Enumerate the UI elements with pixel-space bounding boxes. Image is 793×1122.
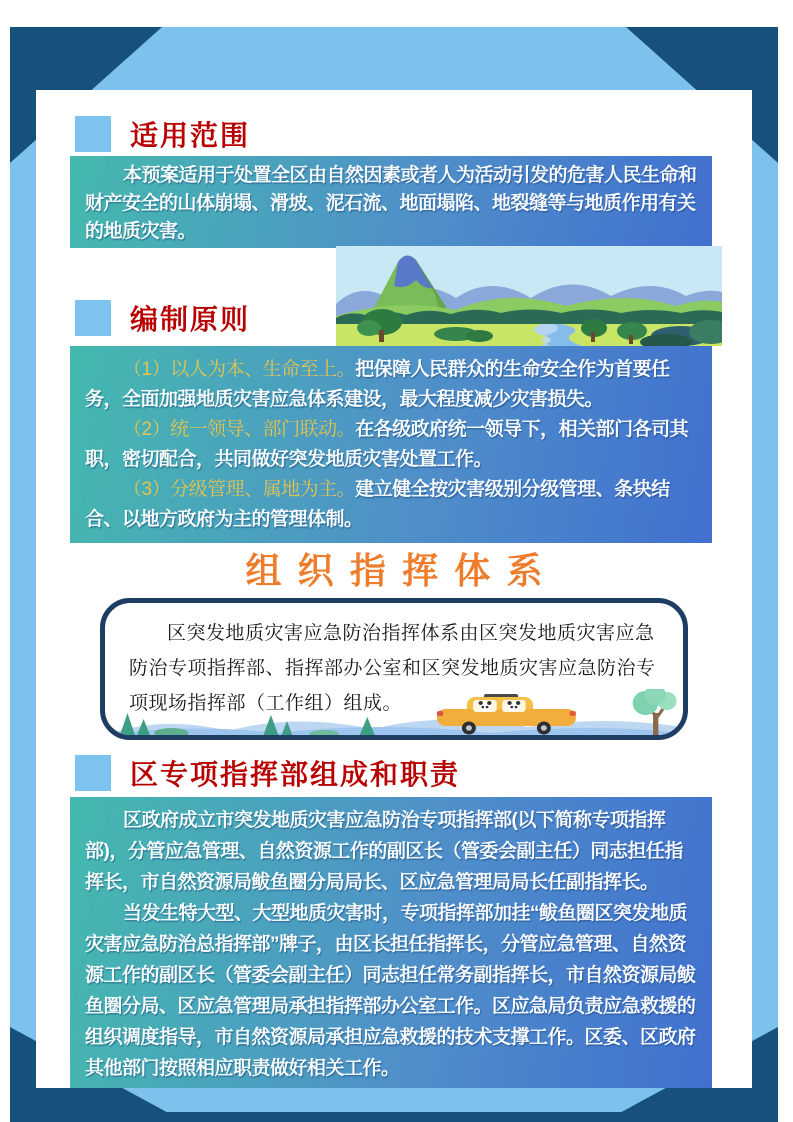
section-header-command: [75, 753, 460, 793]
landscape-illustration: [336, 246, 722, 346]
principles-text-block: [70, 346, 712, 543]
section-title-scope: 适用范围: [130, 120, 251, 151]
section-header-scope: [75, 114, 250, 154]
principle-text-3: 建立健全按灾害级别分级管理、条块结合、以地方政府为主的管理体制。: [85, 479, 670, 530]
bullet-square-icon: [75, 300, 111, 336]
org-system-box: [100, 598, 688, 740]
principle-item-3: [85, 475, 697, 535]
section-header-principles: [75, 298, 250, 338]
command-paragraph-1: 区政府成立市突发地质灾害应急防治专项指挥部(以下简称专项指挥部)，分管应急管理、自然资源工作的副区长（管委会副主任）同志担任指挥长，市自然资源局鲅鱼圈分局局长、区应急管理局局长任副指挥长。: [85, 810, 683, 893]
org-system-title: 组织指挥体系: [245, 550, 559, 591]
content-panel: [36, 90, 752, 1088]
command-paragraph-2: 当发生特大型、大型地质灾害时，专项指挥部加挂“鲅鱼圈区突发地质灾害应急防治总指挥部”牌子，由区长担任指挥长，分管应急管理、自然资源工作的副区长（管委会副主任）同志担任常务副指挥长，市自然资源局鲅鱼圈分局、区应急管理局承担指挥部办公室工作。区应急局负责应急救援的组织调度指导，市自然资源局承担应急救援的技术支撑工作。区委、区政府其他部门按照相应职责做好相关工作。: [85, 903, 696, 1079]
principle-label-2: （2）统一领导、部门联动。: [123, 419, 356, 440]
principle-label-1: （1）以人为本、生命至上。: [123, 359, 356, 380]
principle-item-2: [85, 415, 697, 475]
org-system-box-text: 区突发地质灾害应急防治指挥体系由区突发地质灾害应急防治专项指挥部、指挥部办公室和区突发地质灾害应急防治专项现场指挥部（工作组）组成。: [129, 623, 656, 714]
principle-label-3: （3）分级管理、属地为主。: [123, 479, 356, 500]
principle-text-1: 把保障人民群众的生命安全作为首要任务，全面加强地质灾害应急体系建设，最大程度减少灾害损失。: [85, 359, 670, 410]
section-title-command: 区专项指挥部组成和职责: [130, 759, 461, 790]
scope-body-paragraph: 本预案适用于处置全区由自然因素或者人为活动引发的危害人民生命和财产安全的山体崩塌、滑坡、泥石流、地面塌陷、地裂缝等与地质作用有关的地质灾害。: [85, 165, 697, 242]
frame-bottom-strip: [10, 1112, 778, 1122]
principle-item-1: [85, 355, 697, 415]
principle-text-2: 在各级政府统一领导下，相关部门各司其职，密切配合，共同做好突发地质灾害处置工作。: [85, 419, 689, 470]
scope-text-block: [70, 156, 712, 248]
section-title-principles: 编制原则: [130, 304, 251, 335]
command-text-block: [70, 797, 712, 1088]
bullet-square-icon: [75, 116, 111, 152]
decorative-frame: [10, 27, 778, 1122]
bullet-square-icon: [75, 755, 111, 791]
